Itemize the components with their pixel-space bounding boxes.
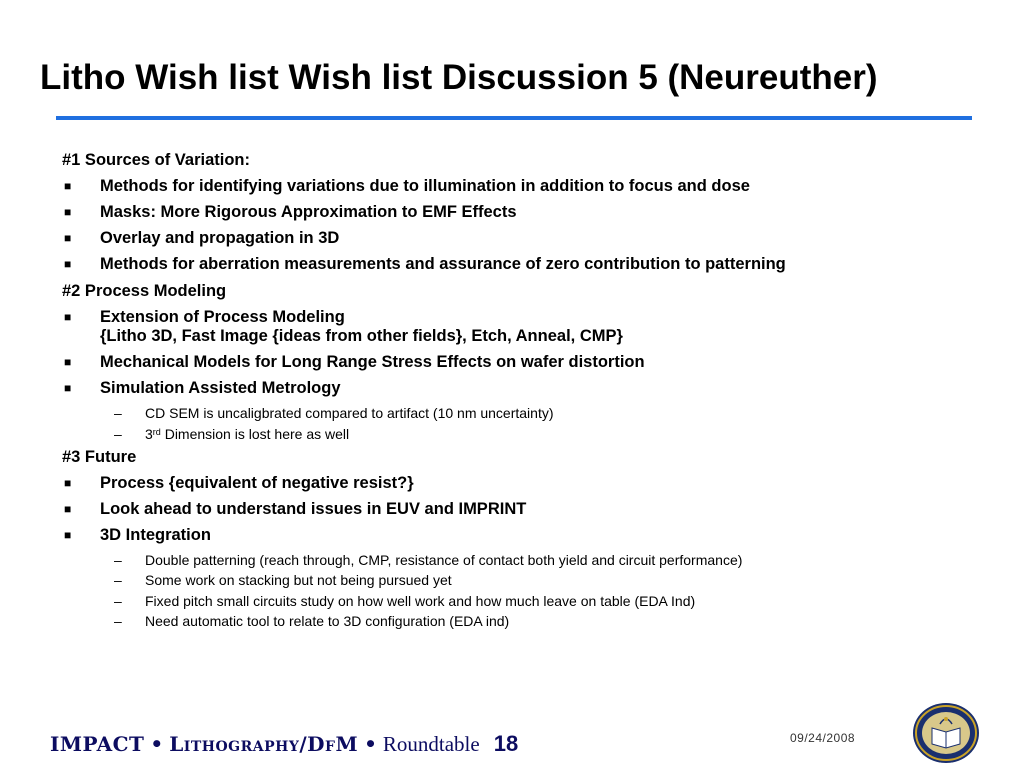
dash-marker: – [114,405,122,421]
slide-title: Litho Wish list Wish list Discussion 5 (Neureuther) [40,58,878,97]
bullet-item: Process {equivalent of negative resist?} [100,474,414,492]
dash-marker: – [114,552,122,568]
bullet-item: Masks: More Rigorous Approximation to EMF Effects [100,203,517,221]
title-underline [56,116,972,120]
slide-date: 09/24/2008 [790,731,856,745]
footer-brand: IMPACT [50,732,145,756]
bullet-item: Extension of Process Modeling [100,308,345,326]
bullet-marker: ■ [64,381,72,395]
bullet-marker: ■ [64,355,72,369]
dash-marker: – [114,593,122,609]
university-seal-icon [912,702,980,764]
sub-bullet-item: Some work on stacking but not being pursued yet [145,572,452,588]
sub-bullet-item: Need automatic tool to relate to 3D configuration (EDA ind) [145,613,510,629]
section-heading: #1 Sources of Variation: [62,151,250,169]
sub-bullet-item [145,425,349,443]
bullet-marker: ■ [64,528,72,542]
bullet-item: Look ahead to understand issues in EUV and IMPRINT [100,500,527,518]
dash-marker: – [114,613,122,629]
bullet-marker: ■ [64,257,72,271]
bullet-item: Methods for identifying variations due to illumination in addition to focus and dose [100,177,750,195]
sub-bullet-item: Double patterning (reach through, CMP, resistance of contact both yield and circuit performance) [145,552,743,568]
page-number: 18 [493,731,519,756]
footer-bullet: • [150,732,164,756]
dash-marker: – [114,572,122,588]
section-heading: #2 Process Modeling [62,282,227,300]
footer-event: Roundtable [382,732,480,756]
bullet-marker: ■ [64,179,72,193]
bullet-marker: ■ [64,205,72,219]
bullet-marker: ■ [64,476,72,490]
sub-bullet-pre: 3 [145,426,153,442]
bullet-marker: ■ [64,502,72,516]
bullet-item: Simulation Assisted Metrology [100,379,341,397]
footer-topic: Lithography/DfM [169,732,359,756]
bullet-item-continuation: {Litho 3D, Fast Image {ideas from other fields}, Etch, Anneal, CMP} [100,327,623,345]
bullet-item: 3D Integration [100,526,211,544]
dash-marker: – [114,426,122,442]
bullet-item: Overlay and propagation in 3D [100,229,340,247]
superscript-rd: rd [152,427,161,437]
bullet-marker: ■ [64,310,72,324]
bullet-item: Mechanical Models for Long Range Stress Effects on wafer distortion [100,353,645,371]
footer-banner [50,731,518,757]
bullet-marker: ■ [64,231,72,245]
sub-bullet-item: CD SEM is uncaligbrated compared to artifact (10 nm uncertainty) [145,405,554,421]
bullet-item: Methods for aberration measurements and assurance of zero contribution to patterning [100,255,786,273]
sub-bullet-post: Dimension is lost here as well [160,426,350,442]
footer-bullet: • [364,732,377,756]
section-heading: #3 Future [62,448,137,466]
sub-bullet-item: Fixed pitch small circuits study on how well work and how much leave on table (EDA Ind) [145,593,696,609]
